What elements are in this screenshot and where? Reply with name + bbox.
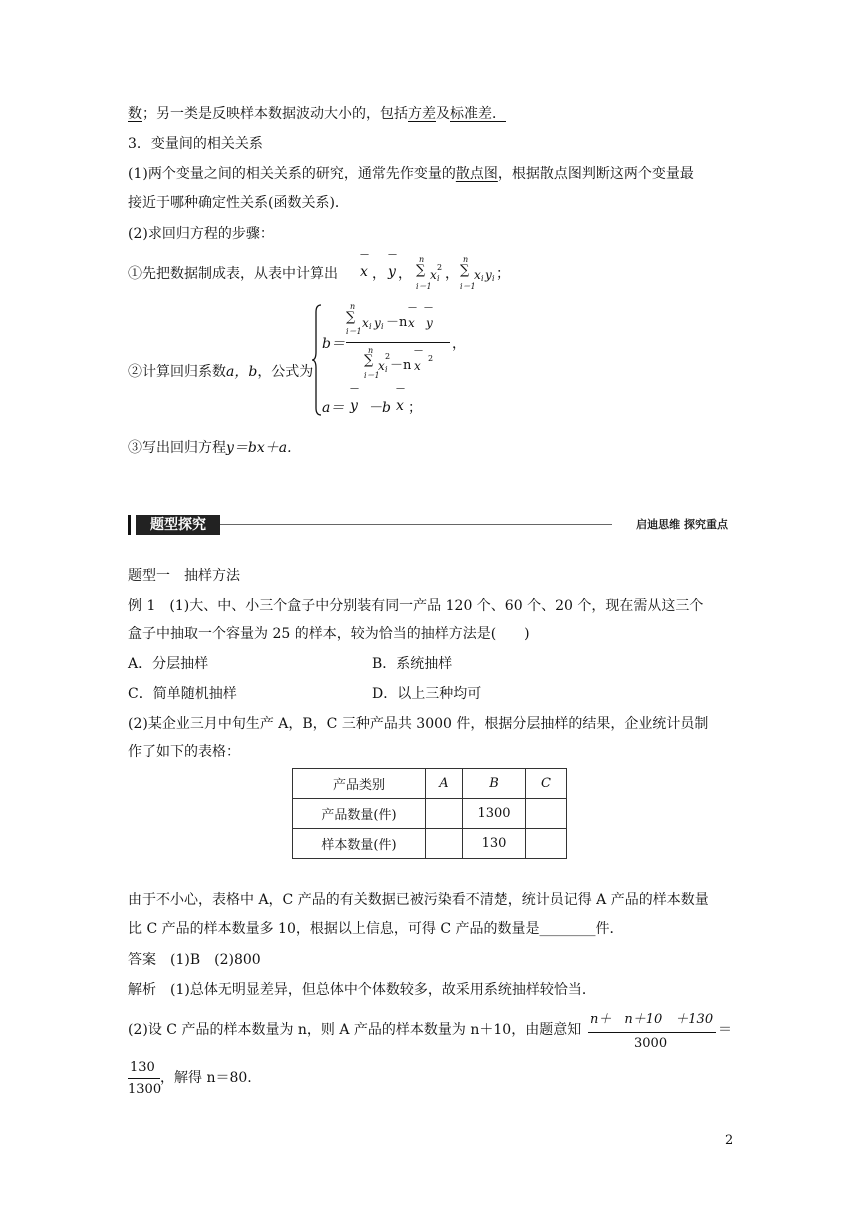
table-cell [526,799,567,829]
table-row [293,769,567,799]
step-1-text: ①先把数据制成表，从表中计算出 [128,266,338,282]
table-cell: 1300 [463,799,526,829]
example-1-line-2: 盒子中抽取一个容量为 25 的样本，较为恰当的抽样方法是( ) [128,626,530,642]
section-subtitle: 启迪思维 探究重点 [636,518,728,531]
option-c: C．简单随机抽样 [128,686,237,702]
formula-b-fraction: n ∑ i＝1 x i y i －n — x — y n ∑ i＝1 x 2 i －n — x 2 [346,300,454,384]
data-table [292,768,567,859]
formula-b-label: b＝ [322,336,345,352]
solution-2-end: ，解得 n＝80. [160,1070,252,1086]
step-3-text: ③写出回归方程y＝bx＋a. [128,440,292,456]
table-cell: 产品数量(件) [293,799,426,829]
paragraph-2: (2)求回归方程的步骤： [128,226,274,242]
table-row [293,829,567,859]
section-title: 题型探究 [136,515,220,535]
section-divider [220,524,612,525]
table-cell: B [463,769,526,799]
step-1-ybar: — y [388,250,397,280]
table-cell: 130 [463,829,526,859]
step-1-xbar: — x [360,250,369,280]
option-d: D．以上三种均可 [372,686,482,702]
table-cell: 样本数量(件) [293,829,426,859]
table-cell [426,829,463,859]
option-a: A．分层抽样 [128,656,209,672]
paragraph-1-line-2: 接近于哪种确定性关系(函数关系)． [128,195,349,211]
table-cell [526,829,567,859]
section-mark [128,515,131,535]
text-line-variance: 数；另一类是反映样本数据波动大小的，包括方差及标准差． [128,106,506,122]
solution-fraction-2: 130 1300 [128,1060,162,1097]
example-2-line-2: 作了如下的表格： [128,744,240,760]
step-1-sum-xy: n ∑ i＝1 x i y i [460,255,495,291]
formula-a-xbar: — x [396,384,405,414]
solution-1: 解析 (1)总体无明显差异，但总体中个体数较多，故采用系统抽样较恰当． [128,982,596,998]
question-type-title: 题型一 抽样方法 [128,568,240,584]
section-header [128,512,728,538]
example-1-line-1: 例 1 (1)大、中、小三个盒子中分别装有同一产品 120 个、60 个、20 个，现在需从这三个 [128,598,704,614]
after-table-line-2: 比 C 产品的样本数量多 10，根据以上信息，可得 C 产品的数量是________件． [128,921,624,937]
table-cell: C [526,769,567,799]
option-b: B．系统抽样 [372,656,453,672]
table-cell [426,799,463,829]
formula-a-ybar: — y [350,384,359,414]
after-table-line-1: 由于不小心，表格中 A，C 产品的有关数据已被污染看不清楚，统计员记得 A 产品的样本数量 [128,892,709,908]
solution-fraction-1: n＋ n＋10 ＋130 3000 [588,1004,718,1050]
solution-2-text: (2)设 C 产品的样本数量为 n，则 A 产品的样本数量为 n＋10，由题意知 [128,1022,582,1038]
formula-a: a＝ [322,400,345,416]
paragraph-1-line-1: (1)两个变量之间的相关关系的研究，通常先作变量的散点图，根据散点图判断这两个变量最 [128,166,694,182]
table-cell: 产品类别 [293,769,426,799]
step-2-text: ②计算回归系数a，b，公式为 [128,364,314,380]
table-cell: A [426,769,463,799]
example-2-line-1: (2)某企业三月中旬生产 A，B，C 三种产品共 3000 件，根据分层抽样的结果，企业统计员制 [128,716,709,732]
page-number: 2 [725,1133,734,1148]
table-row [293,799,567,829]
step-1-sum-x-squared: n ∑ i＝1 x 2 i [416,255,443,291]
formula-brace [312,304,322,416]
answer-line: 答案 (1)B (2)800 [128,952,261,968]
heading-correlation: 3．变量间的相关关系 [128,136,263,152]
